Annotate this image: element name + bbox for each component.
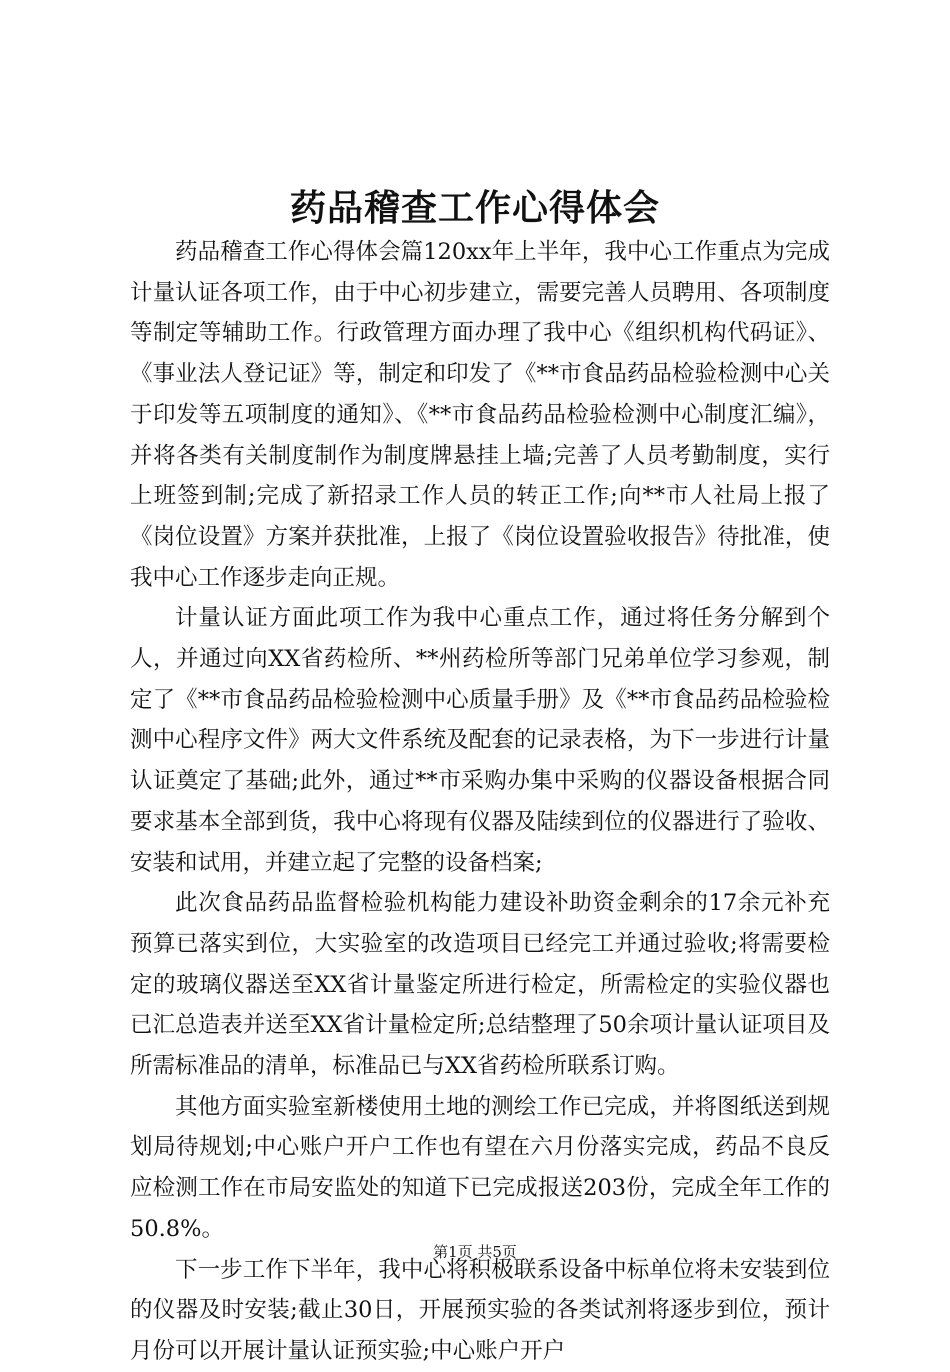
paragraph: 其他方面实验室新楼使用土地的测绘工作已完成，并将图纸送到规划局待规划;中心账户开户工作也有望在六月份落实完成，药品不良反应检测工作在市局安监处的知道下已完成报送203份，完成全年工作的50.8%。 [130,1093,830,1242]
document-body [130,232,830,1372]
paragraph: 药品稽查工作心得体会篇120xx年上半年，我中心工作重点为完成计量认证各项工作，由于中心初步建立，需要完善人员聘用、各项制度等制定等辅助工作。行政管理方面办理了我中心《组织机构代码证》、《事业法人登记证》等，制定和印发了《**市食品药品检验检测中心关于印发等五项制度的通知》、《**市食品药品检验检测中心制度汇编》，并将各类有关制度制作为制度牌悬挂上墙;完善了人员考勤制度，实行上班签到制;完成了新招录工作人员的转正工作;向**市人社局上报了《岗位设置》方案并获批准，上报了《岗位设置验收报告》待批准，使我中心工作逐步走向正规。 [130,239,830,591]
paragraph: 计量认证方面此项工作为我中心重点工作，通过将任务分解到个人，并通过向XX省药检所、**州药检所等部门兄弟单位学习参观，制定了《**市食品药品检验检测中心质量手册》及《**市食品药品检验检测中心程序文件》两大文件系统及配套的记录表格，为下一步进行计量认证奠定了基础;此外，通过**市采购办集中采购的仪器设备根据合同要求基本全部到货，我中心将现有仪器及陆续到位的仪器进行了验收、安装和试用，并建立起了完整的设备档案; [130,605,830,876]
document-title: 药品稽查工作心得体会 [289,187,660,229]
page-number-footer: 第1页 共5页 [433,1243,517,1261]
paragraph: 此次食品药品监督检验机构能力建设补助资金剩余的17余元补充预算已落实到位，大实验室的改造项目已经完工并通过验收;将需要检定的玻璃仪器送至XX省计量鉴定所进行检定，所需检定的实验仪器也已汇总造表并送至XX省计量检定所;总结整理了50余项计量认证项目及所需标准品的清单，标准品已与XX省药检所联系订购。 [130,890,830,1080]
paragraph: 下一步工作下半年，我中心将积极联系设备中标单位将未安装到位的仪器及时安装;截止30日，开展预实验的各类试剂将逐步到位，预计月份可以开展计量认证预实验;中心账户开户 [130,1256,830,1364]
